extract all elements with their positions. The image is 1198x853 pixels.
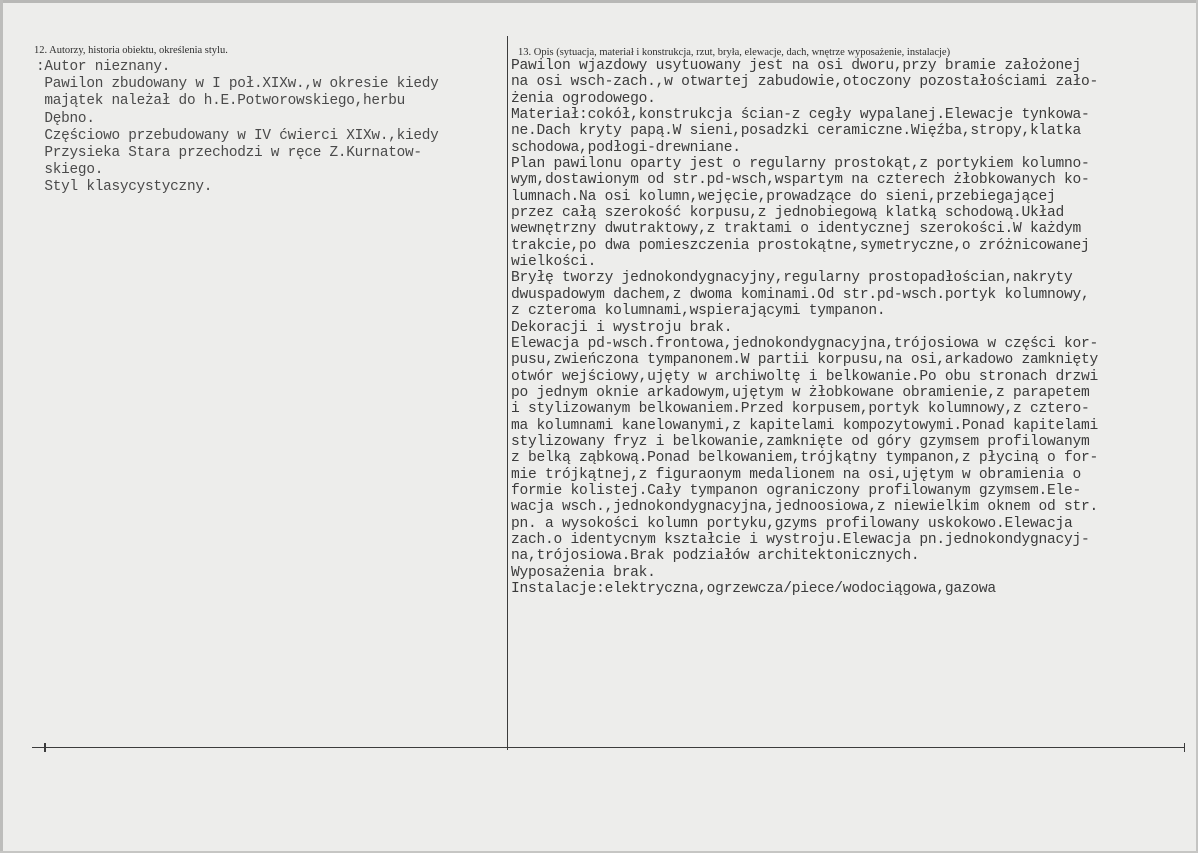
section-13-line: Materiał:cokół,konstrukcja ścian-z cegły wypalanej.Elewacje tynkowa- [511,107,1090,124]
section-13-line: Dekoracji i wystroju brak. [511,319,733,336]
section-13-heading: 13. Opis (sytuacja, materiał i konstrukcja, rzut, bryła, elewacje, dach, wnętrze wyposażenie, instalacje) [518,47,951,58]
card-edge-top [0,0,1198,3]
section-13-line: na osi wsch-zach.,w otwartej zabudowie,otoczony pozostałościami zało- [511,74,1099,91]
section-13-line: z belką ząbkową.Ponad belkowaniem,trójkątny tympanon,z płyciną o for- [511,450,1099,467]
section-13-line: formie kolistej.Cały tympanon ograniczony profilowanym gzymsem.Ele- [511,482,1082,499]
section-13-line: stylizowany fryz i belkowanie,zamknięte od góry gzymsem profilowanym [511,433,1090,450]
bottom-rule [32,747,1192,748]
section-13-line: na,trójosiowa.Brak podziałów architektonicznych. [511,548,920,565]
section-13-line: otwór wejściowy,ujęty w archiwoltę i belkowanie.Po obu stronach drzwi [511,368,1099,385]
section-13-line: Bryłę tworzy jednokondygnacyjny,regularny prostopadłościan,nakryty [511,270,1073,287]
section-13-line: Instalacje:elektryczna,ogrzewcza/piece/wodociągowa,gazowa [511,581,996,597]
section-12-line: Dębno. [36,110,95,127]
section-12-line: skiego. [36,162,104,179]
column-divider [507,36,508,750]
card-edge-left [0,0,3,853]
section-12-line: Pawilon zbudowany w I poł.XIXw.,w okresie kiedy [36,76,439,93]
section-12-line: :Autor nieznany. [36,59,171,75]
bottom-rule-end [1184,743,1193,752]
section-13-line: wym,dostawionym od str.pd-wsch,wspartym na czterech żłobkowanych ko- [511,172,1090,189]
section-13-line: po jednym oknie arkadowym,ujętym w żłobkowane obramienie,z parapetem [511,384,1090,401]
section-13-line: ne.Dach kryty papą.W sieni,posadzki ceramiczne.Więźba,stropy,klatka [511,123,1082,140]
section-12-line: Częściowo przebudowany w IV ćwierci XIXw.,kiedy [36,127,439,144]
section-13-body [511,58,1195,597]
section-13-line: ma kolumnami kanelowanymi,z kapitelami kompozytowymi.Ponad kapitelami [511,417,1099,434]
section-12-body [36,59,506,197]
section-13-line: przez całą szerokość korpusu,z jednobiegową klatką schodową.Układ [511,205,1064,222]
section-13-line: pusu,zwieńczona tympanonem.W partii korpusu,na osi,arkadowo zamknięty [511,352,1099,369]
section-13-line: mie trójkątnej,z figuraonym medalionem na osi,ujętym w obramienia o [511,466,1082,483]
section-13-line: z czteroma kolumnami,wspierającymi tympanon. [511,303,886,320]
section-13-line: wielkości. [511,254,597,271]
section-12-heading: 12. Autorzy, historia obiektu, określenia stylu. [34,45,228,56]
section-13-line: Plan pawilonu oparty jest o regularny prostokąt,z portykiem kolumno- [511,156,1090,173]
section-13-line: pn. a wysokości kolumn portyku,gzyms profilowany uskokowo.Elewacja [511,515,1073,532]
section-12-line: majątek należał do h.E.Potworowskiego,herbu [36,93,405,110]
section-13-line: zach.o identycnym kształcie i wystroju.Elewacja pn.jednokondygnacyj- [511,531,1090,548]
bottom-rule-tick [44,743,46,752]
section-13-line: Elewacja pd-wsch.frontowa,jednokondygnacyjna,trójosiowa w części kor- [511,335,1099,352]
section-13-line: trakcie,po dwa pomieszczenia prostokątne,symetryczne,o zróżnicowanej [511,237,1090,254]
section-13-line: żenia ogrodowego. [511,90,656,107]
section-12-line: Przysieka Stara przechodzi w ręce Z.Kurnatow- [36,144,422,161]
section-13-line: i stylizowanym belkowaniem.Przed korpusem,portyk kolumnowy,z cztero- [511,401,1090,418]
section-13-line: schodowa,podłogi-drewniane. [511,139,741,156]
section-13-line: Wyposażenia brak. [511,564,656,581]
section-13-line: Pawilon wjazdowy usytuowany jest na osi dworu,przy bramie założonej [511,58,1082,74]
section-13-line: wewnętrzny dwutraktowy,z traktami o identycznej szerokości.W każdym [511,221,1082,238]
section-13-line: lumnach.Na osi kolumn,wejęcie,prowadzące do sieni,przebiegającej [511,188,1056,205]
section-12-line: Styl klasycystyczny. [36,179,213,196]
section-13-line: wacja wsch.,jednokondygnacyjna,jednoosiowa,z niewielkim oknem od str. [511,499,1099,516]
section-13-line: dwuspadowym dachem,z dwoma kominami.Od str.pd-wsch.portyk kolumnowy, [511,286,1090,303]
